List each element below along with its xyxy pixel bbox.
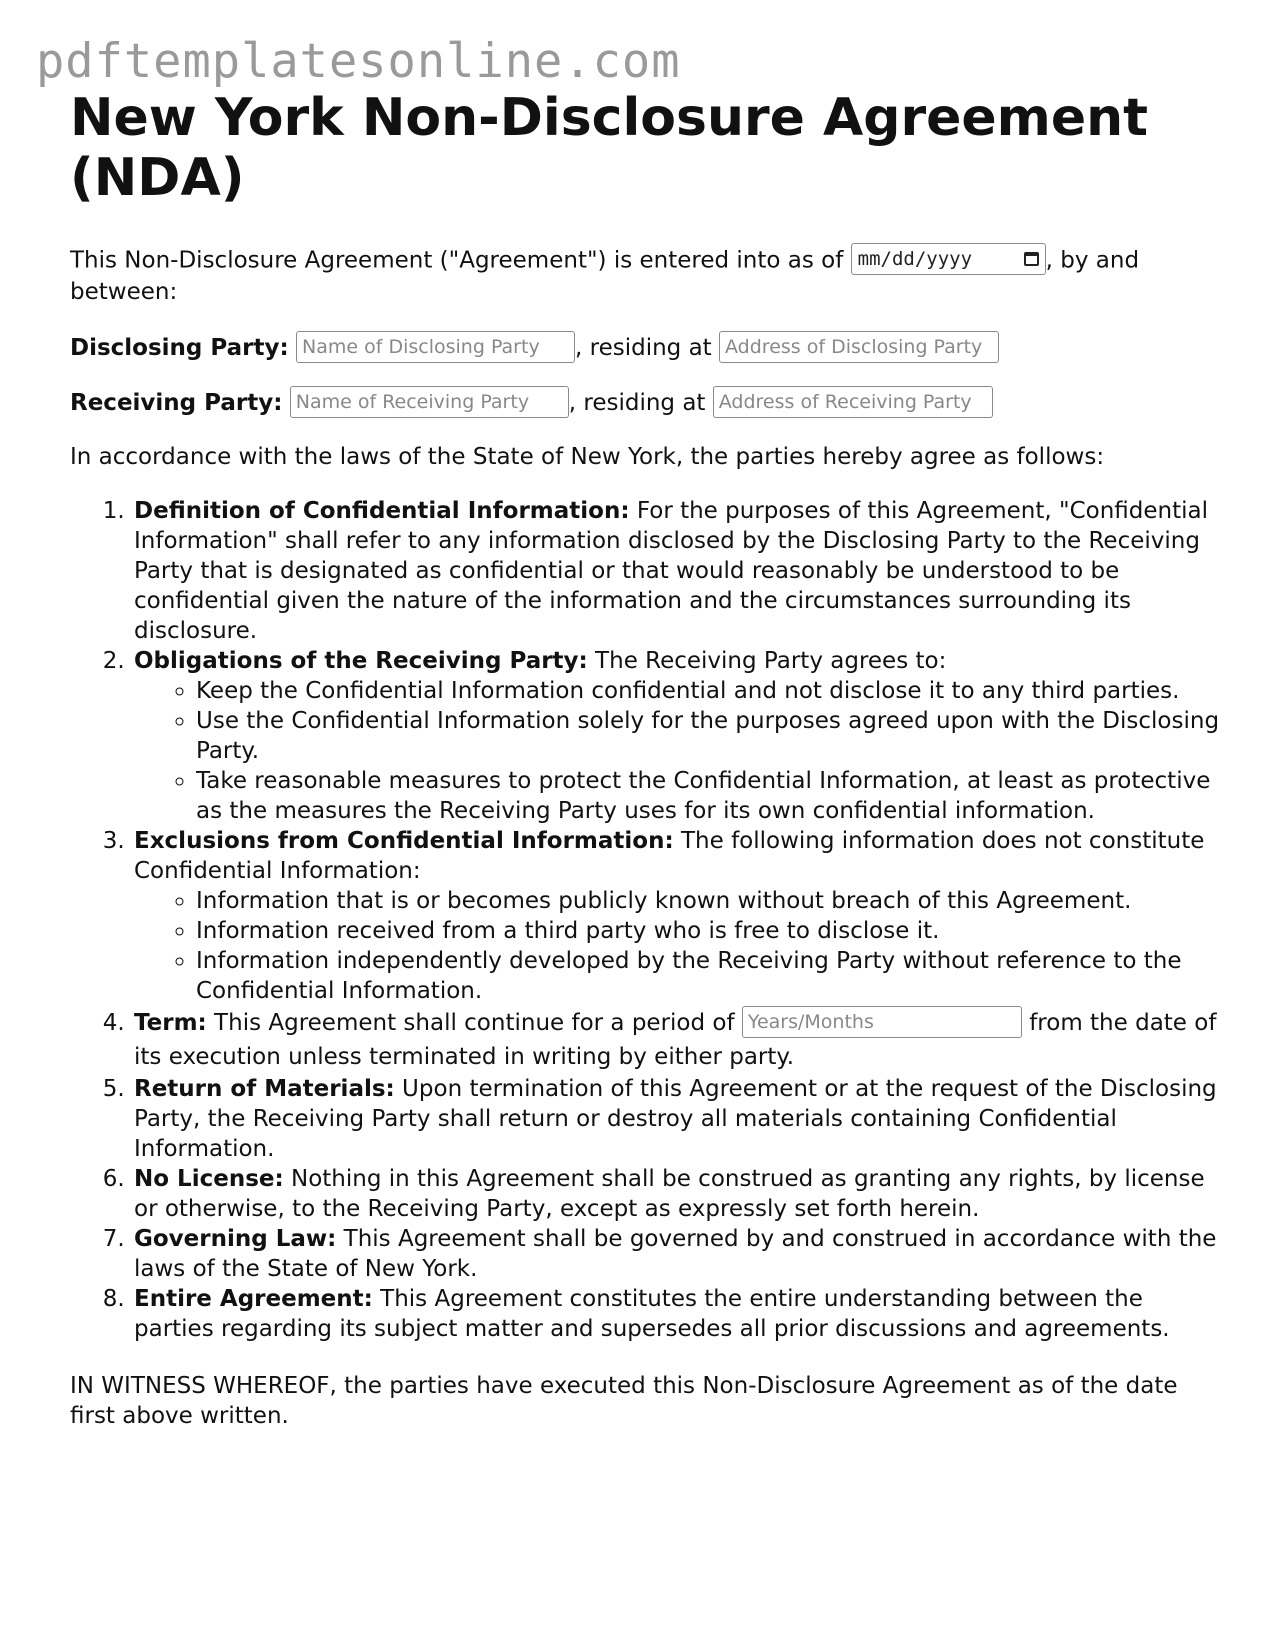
- law-intro: In accordance with the laws of the State of New York, the parties hereby agree as follows:: [70, 444, 1105, 470]
- receiving-residing-text: , residing at: [568, 390, 713, 416]
- intro-text-after: , by and between:: [70, 247, 1140, 305]
- obligations-list: [134, 676, 1220, 826]
- disclosing-residing-text: , residing at: [575, 335, 720, 361]
- clause-obligations: [132, 646, 1220, 826]
- clause-text: The Receiving Party agrees to:: [587, 648, 947, 674]
- receiving-party-address-input[interactable]: [713, 386, 993, 418]
- disclosing-party-line: [70, 331, 1220, 365]
- disclosing-party-name-input[interactable]: [296, 331, 575, 363]
- clause-heading: Return of Materials:: [134, 1076, 395, 1102]
- document-body: [70, 88, 1220, 1431]
- receiving-party-label: Receiving Party:: [70, 390, 283, 416]
- clause-governing-law: [132, 1224, 1220, 1284]
- calendar-icon[interactable]: [1024, 252, 1039, 266]
- term-period-input[interactable]: [742, 1006, 1022, 1038]
- list-item: ◦ Information independently developed by the Receiving Party without reference to the Confidential Information.: [196, 946, 1220, 1006]
- list-item: ◦ Keep the Confidential Information confidential and not disclose it to any third parties.: [196, 676, 1220, 706]
- clause-heading: Term:: [134, 1010, 207, 1036]
- date-placeholder: mm/dd/yyyy: [857, 248, 973, 270]
- clause-text: The following information does not constitute Confidential Information:: [134, 828, 1205, 884]
- list-item: ◦ Information received from a third party who is free to disclose it.: [196, 916, 1220, 946]
- clause-heading: Governing Law:: [134, 1226, 337, 1252]
- clause-text: Nothing in this Agreement shall be construed as granting any rights, by license or otherwise, to the Receiving Party, except as expressly set forth herein.: [134, 1166, 1205, 1222]
- clause-text: Upon termination of this Agreement or at the request of the Disclosing Party, the Receiving Party shall return or destroy all materials containing Confidential Information.: [134, 1076, 1217, 1162]
- clause-return-materials: [132, 1074, 1220, 1164]
- list-item: ◦ Information that is or becomes publicly known without breach of this Agreement.: [196, 886, 1220, 916]
- clause-entire-agreement: [132, 1284, 1220, 1344]
- agreement-date-input[interactable]: [851, 243, 1046, 275]
- clause-text: This Agreement constitutes the entire understanding between the parties regarding its subject matter and supersedes all prior discussions and agreements.: [134, 1286, 1170, 1342]
- clause-heading: No License:: [134, 1166, 284, 1192]
- exclusions-list: [134, 886, 1220, 1006]
- list-item: ◦ Take reasonable measures to protect the Confidential Information, at least as protective as the measures the Receiving Party uses for its own confidential information.: [196, 766, 1220, 826]
- list-item: ◦ Use the Confidential Information solely for the purposes agreed upon with the Disclosing Party.: [196, 706, 1220, 766]
- clause-text: This Agreement shall be governed by and construed in accordance with the laws of the State of New York.: [134, 1226, 1217, 1282]
- clause-heading: Exclusions from Confidential Information:: [134, 828, 674, 854]
- intro-paragraph: [70, 245, 1220, 307]
- intro-text-before: This Non-Disclosure Agreement ("Agreement") is entered into as of: [70, 247, 851, 274]
- clause-heading: Obligations of the Receiving Party:: [134, 648, 588, 674]
- disclosing-party-address-input[interactable]: [719, 331, 999, 363]
- receiving-party-name-input[interactable]: [290, 386, 569, 418]
- clause-text-before: This Agreement shall continue for a period of: [206, 1010, 742, 1036]
- page-title: New York Non-Disclosure Agreement (NDA): [70, 88, 1148, 208]
- clause-text: For the purposes of this Agreement, "Confidential Information" shall refer to any information disclosed by the Disclosing Party to the Receiving Party that is designated as confidential or that would reasonably be understood to be confidential given the nature of the information and the circumstances surrounding its disclosure.: [134, 498, 1208, 644]
- watermark: pdftemplatesonline.com: [36, 34, 681, 89]
- clause-definition: [132, 496, 1220, 646]
- clause-list: [70, 496, 1220, 1344]
- clause-heading: Entire Agreement:: [134, 1286, 373, 1312]
- clause-heading: Definition of Confidential Information:: [134, 498, 630, 524]
- disclosing-party-label: Disclosing Party:: [70, 335, 289, 361]
- clause-term: [132, 1006, 1220, 1074]
- clause-no-license: [132, 1164, 1220, 1224]
- witness-paragraph: IN WITNESS WHEREOF, the parties have executed this Non-Disclosure Agreement as of the date first above written.: [70, 1373, 1178, 1429]
- clause-text-after: from the date of its execution unless terminated in writing by either party.: [134, 1010, 1217, 1070]
- clause-exclusions: [132, 826, 1220, 1006]
- receiving-party-line: [70, 386, 1220, 420]
